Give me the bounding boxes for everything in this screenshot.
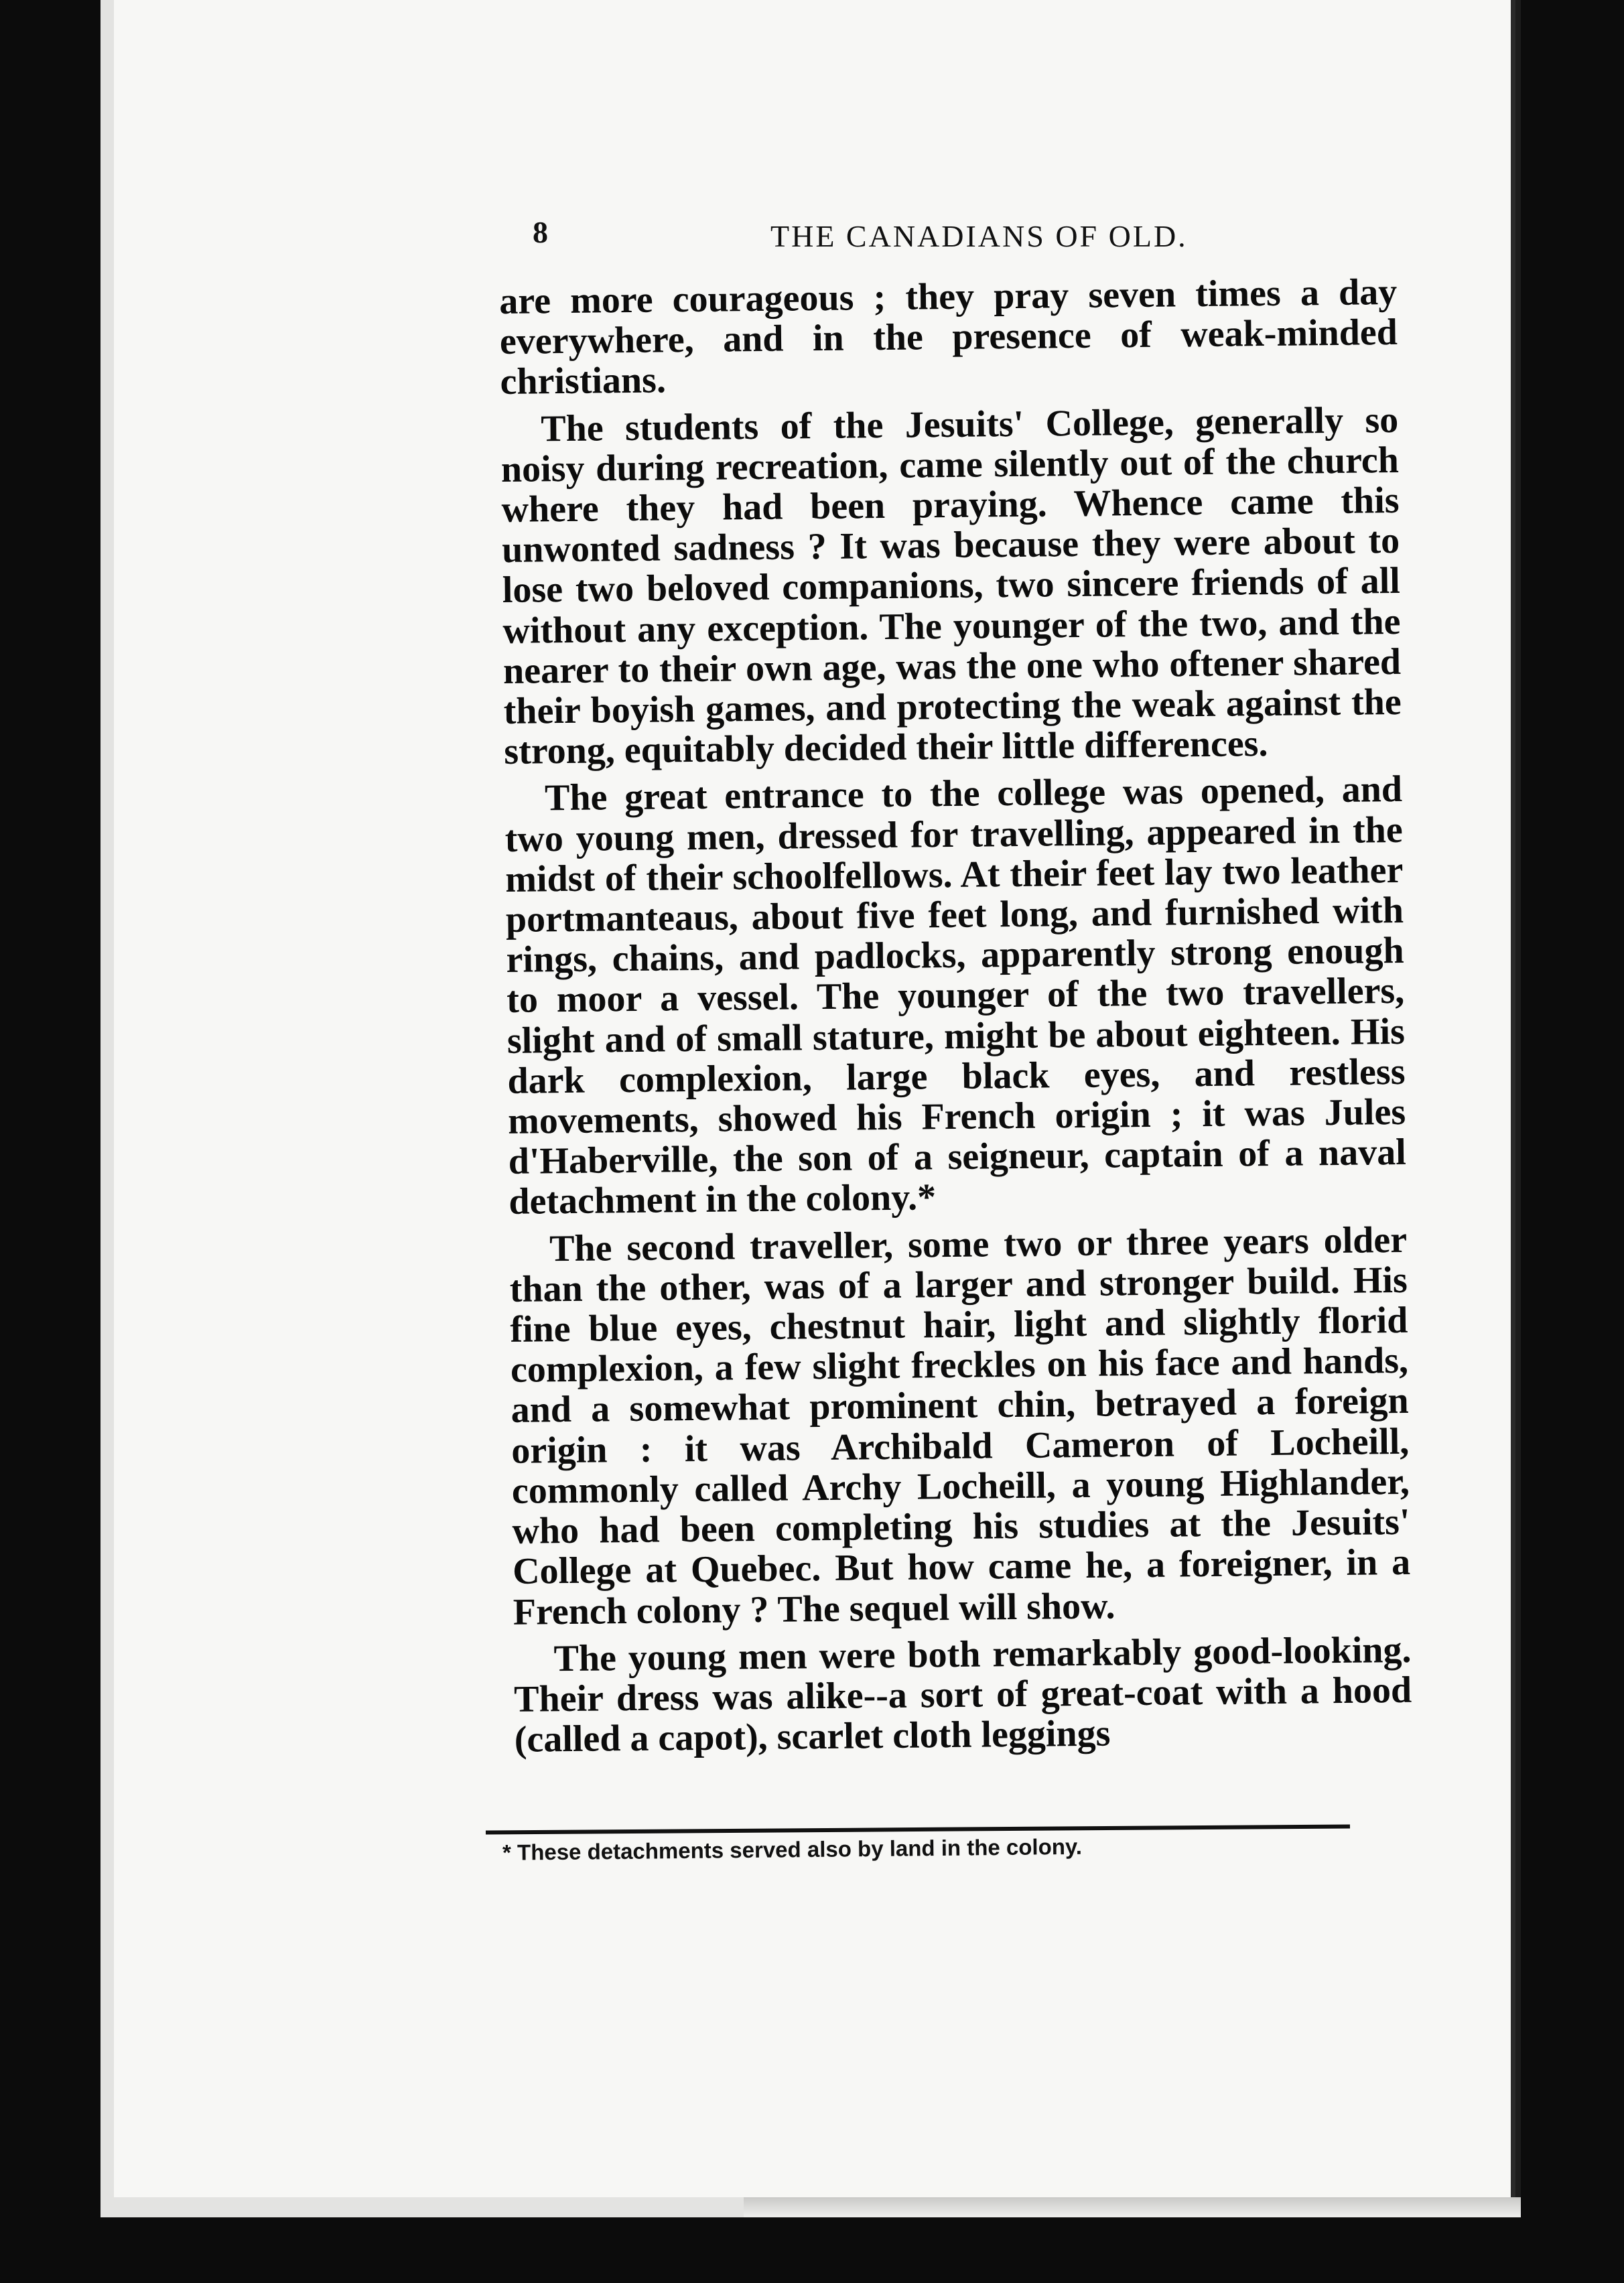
footnote: * These detachments served also by land in the colony. (502, 1834, 1083, 1865)
paragraph-4: The second traveller, some two or three years older than the other, was of a larger and stronger build. His fine blue eyes, chestnut hair, light and slightly florid complexion, a few slight freckles on his face and hands, and a somewhat prominent chin, betrayed a foreign origin : it was Archibald Cameron of Locheill, commonly called Archy Locheill, a young Highlander, who had been completing his studies at the Jesuits' College at Quebec. But how came he, a foreigner, in a French colony ? The sequel will show. (509, 1219, 1411, 1633)
page-edge (1515, 0, 1521, 2217)
book-page (114, 0, 1519, 2197)
paragraph-5: The young men were both remarkably good-looking. Their dress was alike--a sort of great-coat with a hood (called a capot), scarlet cloth leggings (513, 1629, 1412, 1760)
scanned-page-background (100, 0, 1521, 2217)
page-bottom-edge (744, 2197, 1521, 2217)
paragraph-2: The students of the Jesuits' College, generally so noisy during recreation, came silently out of the church where they had been praying. Whence came this unwonted sadness ? It was because they were about to lose two beloved companions, two sincere friends of all without any exception. The younger of the two, and the nearer to their own age, was the one who oftener shared their boyish games, and protecting the weak against the strong, equitably decided their little differences. (500, 399, 1402, 773)
page-number: 8 (533, 215, 548, 249)
body-text (499, 272, 1412, 1767)
page-header (533, 214, 1206, 268)
running-title: THE CANADIANS OF OLD. (770, 219, 1188, 253)
paragraph-1: are more courageous ; they pray seven times a day everywhere, and in the presence of weak-minded christians. (498, 271, 1398, 403)
paragraph-3: The great entrance to the college was opened, and two young men, dressed for travelling, appeared in the midst of their schoolfellows. At their feet lay two leather portmanteaus, about five feet long, and furnished with rings, chains, and padlocks, apparently strong enough to moor a vessel. The younger of the two travellers, slight and of small stature, might be about eighteen. His dark complexion, large black eyes, and restless movements, showed his French origin ; it was Jules d'Haberville, the son of a seigneur, captain of a naval detachment in the colony.* (504, 768, 1407, 1223)
